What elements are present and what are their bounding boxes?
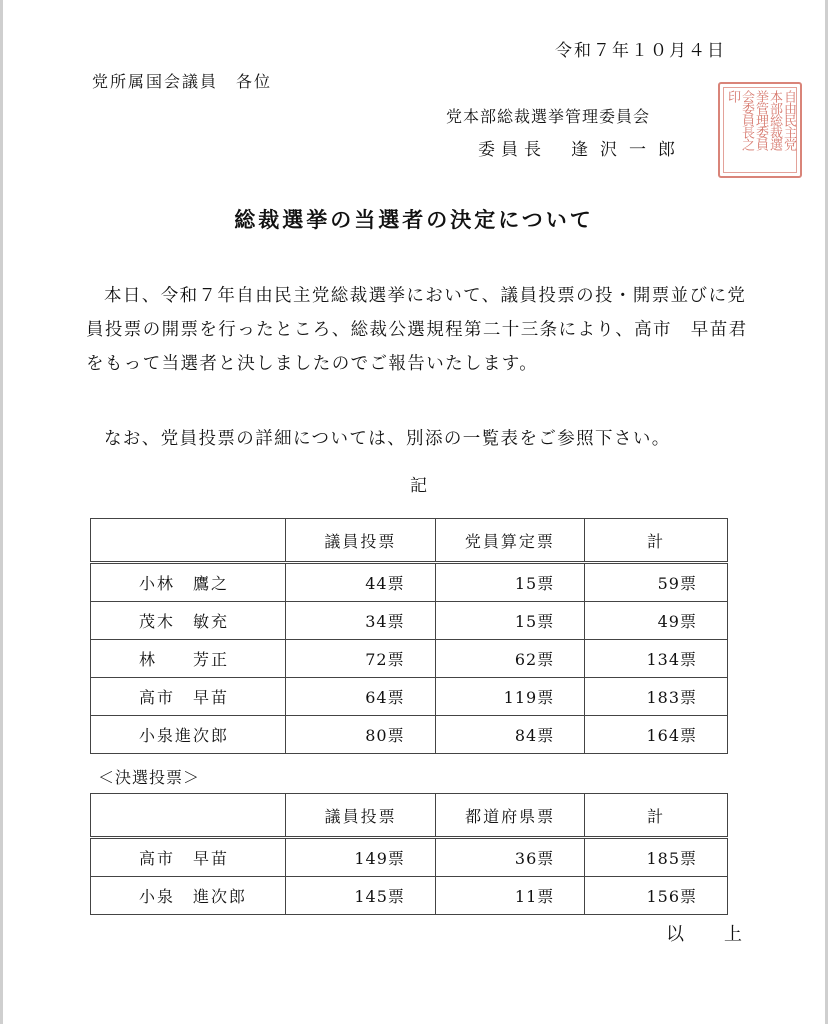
total-votes: 134票 xyxy=(585,640,728,678)
page-edge-left xyxy=(0,0,3,1024)
diet-votes: 72票 xyxy=(286,640,435,678)
first-round-table xyxy=(90,518,728,754)
header-prefecture-votes: 都道府県票 xyxy=(435,794,584,838)
table-row xyxy=(91,563,728,602)
table-row xyxy=(91,716,728,754)
header-total: 計 xyxy=(585,519,728,563)
seal-inner-border xyxy=(723,87,797,173)
member-votes: 15票 xyxy=(435,563,585,602)
member-votes: 15票 xyxy=(435,602,585,640)
candidate-name: 高市 早苗 xyxy=(91,678,286,716)
total-votes: 185票 xyxy=(585,838,728,877)
header-total: 計 xyxy=(585,794,728,838)
body-paragraph-reference: なお、党員投票の詳細については、別添の一覧表をご参照下さい。 xyxy=(104,429,671,449)
member-votes: 84票 xyxy=(435,716,585,754)
header-blank xyxy=(91,519,286,563)
diet-votes: 145票 xyxy=(286,877,436,915)
candidate-name: 林 芳正 xyxy=(91,640,286,678)
candidate-name: 小泉 進次郎 xyxy=(91,877,286,915)
runoff-table xyxy=(90,793,728,915)
total-votes: 59票 xyxy=(585,563,728,602)
diet-votes: 44票 xyxy=(286,563,435,602)
table-row xyxy=(91,640,728,678)
table-header-row xyxy=(91,794,728,838)
sender-role: 委員長 xyxy=(478,140,547,160)
diet-votes: 34票 xyxy=(286,602,435,640)
candidate-name: 高市 早苗 xyxy=(91,838,286,877)
header-diet-votes: 議員投票 xyxy=(286,794,436,838)
table-header-row xyxy=(91,519,728,563)
runoff-label: ＜決選投票＞ xyxy=(98,768,201,787)
prefecture-votes: 11票 xyxy=(435,877,584,915)
sender-organization: 党本部総裁選挙管理委員会 xyxy=(446,107,651,126)
total-votes: 49票 xyxy=(585,602,728,640)
sender-chair xyxy=(478,135,687,160)
prefecture-votes: 36票 xyxy=(435,838,584,877)
total-votes: 156票 xyxy=(585,877,728,915)
official-seal-stamp xyxy=(718,82,802,178)
header-member-votes: 党員算定票 xyxy=(435,519,585,563)
closing-ijo: 以上 xyxy=(666,924,782,945)
seal-line: 会委員長之 xyxy=(739,90,754,150)
document-date: 令和７年１０月４日 xyxy=(555,41,726,61)
member-votes: 62票 xyxy=(435,640,585,678)
sender-name: 逢沢一郎 xyxy=(571,140,687,160)
body-paragraph-result: 本日、令和７年自由民主党総裁選挙において、議員投票の投・開票並びに党員投票の開票を行ったところ、総裁公選規程第二十三条により、高市 早苗君をもって当選者と決しましたのでご報告いたします。 xyxy=(86,286,748,374)
header-blank xyxy=(91,794,286,838)
table-row xyxy=(91,838,728,877)
addressee: 党所属国会議員 各位 xyxy=(92,72,273,91)
diet-votes: 149票 xyxy=(286,838,436,877)
member-votes: 119票 xyxy=(435,678,585,716)
table-row xyxy=(91,602,728,640)
ki-heading: 記 xyxy=(410,476,427,496)
seal-line: 本部総裁選 xyxy=(767,90,782,150)
total-votes: 164票 xyxy=(585,716,728,754)
seal-line: 自由民主党 xyxy=(781,90,796,150)
header-diet-votes: 議員投票 xyxy=(286,519,435,563)
table-row xyxy=(91,678,728,716)
candidate-name: 小泉進次郎 xyxy=(91,716,286,754)
candidate-name: 小林 鷹之 xyxy=(91,563,286,602)
total-votes: 183票 xyxy=(585,678,728,716)
candidate-name: 茂木 敏充 xyxy=(91,602,286,640)
diet-votes: 64票 xyxy=(286,678,435,716)
diet-votes: 80票 xyxy=(286,716,435,754)
seal-line: 挙管理委員 xyxy=(753,90,768,150)
seal-line: 印 xyxy=(725,90,740,102)
document-title: 総裁選挙の当選者の決定について xyxy=(234,207,594,232)
table-row xyxy=(91,877,728,915)
